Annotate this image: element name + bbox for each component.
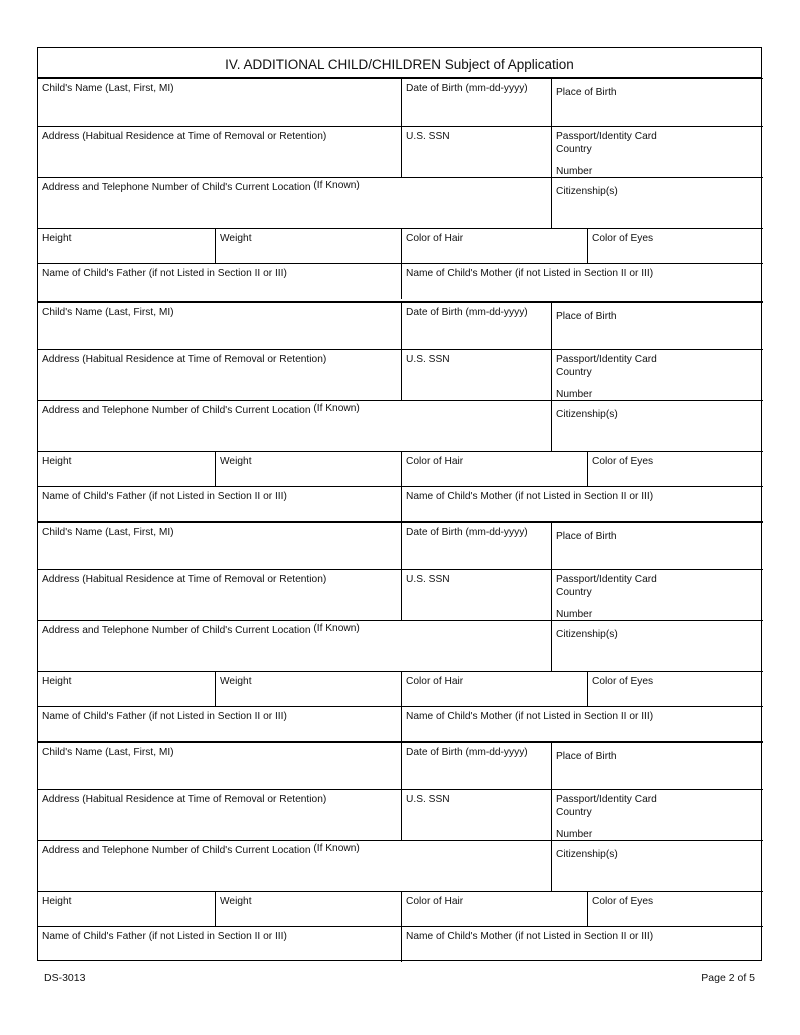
- if-known-label: (If Known): [313, 403, 360, 414]
- weight-label: Weight: [220, 896, 252, 907]
- child-name-label: Child's Name (Last, First, MI): [42, 83, 174, 94]
- citizenship-field[interactable]: [551, 620, 763, 671]
- current-location-field[interactable]: [38, 400, 551, 451]
- passport-label: Passport/Identity Card: [556, 574, 657, 585]
- eye-color-label: Color of Eyes: [592, 233, 654, 244]
- place-of-birth-field[interactable]: [551, 78, 763, 126]
- passport-label: Passport/Identity Card: [556, 131, 657, 142]
- passport-field[interactable]: [551, 569, 763, 620]
- hair-color-label: Color of Hair: [406, 676, 464, 687]
- place-of-birth-field[interactable]: [551, 521, 763, 569]
- hair-color-field[interactable]: [401, 671, 587, 706]
- father-name-field[interactable]: [38, 263, 401, 299]
- address-label: Address (Habitual Residence at Time of Removal or Retention): [42, 354, 327, 365]
- weight-field[interactable]: [215, 671, 401, 706]
- citizenship-label: Citizenship(s): [556, 409, 618, 420]
- weight-field[interactable]: [215, 891, 401, 926]
- hair-color-label: Color of Hair: [406, 233, 464, 244]
- ssn-label: U.S. SSN: [406, 354, 450, 365]
- country-label: Country: [556, 587, 592, 598]
- child-block-2: [38, 78, 761, 299]
- place-of-birth-label: Place of Birth: [556, 311, 617, 322]
- country-label: Country: [556, 144, 592, 155]
- citizenship-field[interactable]: [551, 840, 763, 891]
- height-label: Height: [42, 233, 72, 244]
- section-title: IV. ADDITIONAL CHILD/CHILDREN Subject of Application: [38, 48, 761, 78]
- number-label: Number: [556, 829, 593, 840]
- mother-name-field[interactable]: [401, 926, 763, 962]
- weight-field[interactable]: [215, 228, 401, 263]
- hair-color-label: Color of Hair: [406, 456, 464, 467]
- mother-name-field[interactable]: [401, 706, 763, 742]
- mother-name-label: Name of Child's Mother (if not Listed in Section II or III): [406, 931, 654, 942]
- weight-label: Weight: [220, 676, 252, 687]
- current-location-field[interactable]: [38, 177, 551, 228]
- height-label: Height: [42, 456, 72, 467]
- weight-label: Weight: [220, 233, 252, 244]
- ssn-label: U.S. SSN: [406, 574, 450, 585]
- passport-label: Passport/Identity Card: [556, 354, 657, 365]
- child-name-label: Child's Name (Last, First, MI): [42, 307, 174, 318]
- eye-color-label: Color of Eyes: [592, 676, 654, 687]
- if-known-label: (If Known): [313, 180, 360, 191]
- height-field[interactable]: [38, 891, 215, 926]
- father-name-label: Name of Child's Father (if not Listed in Section II or III): [42, 491, 287, 502]
- ssn-field[interactable]: [401, 569, 551, 620]
- child-name-field[interactable]: [38, 521, 401, 569]
- father-name-label: Name of Child's Father (if not Listed in Section II or III): [42, 268, 287, 279]
- weight-field[interactable]: [215, 451, 401, 486]
- citizenship-label: Citizenship(s): [556, 186, 618, 197]
- citizenship-field[interactable]: [551, 177, 763, 228]
- current-location-label: Address and Telephone Number of Child's Current Location: [42, 182, 311, 193]
- citizenship-label: Citizenship(s): [556, 849, 618, 860]
- mother-name-label: Name of Child's Mother (if not Listed in Section II or III): [406, 491, 654, 502]
- ssn-field[interactable]: [401, 789, 551, 840]
- ssn-label: U.S. SSN: [406, 131, 450, 142]
- date-of-birth-field[interactable]: [401, 301, 551, 349]
- place-of-birth-label: Place of Birth: [556, 531, 617, 542]
- child-name-label: Child's Name (Last, First, MI): [42, 747, 174, 758]
- height-label: Height: [42, 676, 72, 687]
- child-name-field[interactable]: [38, 78, 401, 126]
- father-name-label: Name of Child's Father (if not Listed in Section II or III): [42, 931, 287, 942]
- hair-color-field[interactable]: [401, 891, 587, 926]
- height-field[interactable]: [38, 671, 215, 706]
- ssn-label: U.S. SSN: [406, 794, 450, 805]
- mother-name-label: Name of Child's Mother (if not Listed in Section II or III): [406, 711, 654, 722]
- passport-label: Passport/Identity Card: [556, 794, 657, 805]
- child-name-label: Child's Name (Last, First, MI): [42, 527, 174, 538]
- current-location-field[interactable]: [38, 840, 551, 891]
- date-of-birth-label: Date of Birth (mm-dd-yyyy): [406, 527, 528, 538]
- date-of-birth-label: Date of Birth (mm-dd-yyyy): [406, 83, 528, 94]
- country-label: Country: [556, 807, 592, 818]
- address-label: Address (Habitual Residence at Time of Removal or Retention): [42, 574, 327, 585]
- place-of-birth-field[interactable]: [551, 741, 763, 789]
- page-number: Page 2 of 5: [701, 972, 755, 984]
- child-name-field[interactable]: [38, 301, 401, 349]
- child-block-5: [38, 741, 761, 962]
- father-name-field[interactable]: [38, 926, 401, 962]
- passport-field[interactable]: [551, 349, 763, 400]
- height-field[interactable]: [38, 451, 215, 486]
- child-name-field[interactable]: [38, 741, 401, 789]
- passport-field[interactable]: [551, 126, 763, 177]
- address-field[interactable]: [38, 349, 401, 400]
- current-location-field[interactable]: [38, 620, 551, 671]
- citizenship-field[interactable]: [551, 400, 763, 451]
- height-label: Height: [42, 896, 72, 907]
- address-label: Address (Habitual Residence at Time of Removal or Retention): [42, 131, 327, 142]
- eye-color-field[interactable]: [587, 671, 763, 706]
- number-label: Number: [556, 389, 593, 400]
- citizenship-label: Citizenship(s): [556, 629, 618, 640]
- father-name-label: Name of Child's Father (if not Listed in Section II or III): [42, 711, 287, 722]
- date-of-birth-label: Date of Birth (mm-dd-yyyy): [406, 747, 528, 758]
- address-field[interactable]: [38, 789, 401, 840]
- eye-color-label: Color of Eyes: [592, 456, 654, 467]
- mother-name-label: Name of Child's Mother (if not Listed in Section II or III): [406, 268, 654, 279]
- place-of-birth-field[interactable]: [551, 301, 763, 349]
- address-field[interactable]: [38, 569, 401, 620]
- current-location-label: Address and Telephone Number of Child's Current Location: [42, 405, 311, 416]
- current-location-label: Address and Telephone Number of Child's Current Location: [42, 625, 311, 636]
- mother-name-field[interactable]: [401, 486, 763, 522]
- child-block-3: [38, 301, 761, 522]
- ssn-field[interactable]: [401, 126, 551, 177]
- address-label: Address (Habitual Residence at Time of Removal or Retention): [42, 794, 327, 805]
- if-known-label: (If Known): [313, 843, 360, 854]
- country-label: Country: [556, 367, 592, 378]
- hair-color-label: Color of Hair: [406, 896, 464, 907]
- additional-children-form: [37, 47, 762, 961]
- form-number: DS-3013: [44, 972, 86, 984]
- father-name-field[interactable]: [38, 706, 401, 742]
- height-field[interactable]: [38, 228, 215, 263]
- hair-color-field[interactable]: [401, 451, 587, 486]
- date-of-birth-field[interactable]: [401, 78, 551, 126]
- hair-color-field[interactable]: [401, 228, 587, 263]
- weight-label: Weight: [220, 456, 252, 467]
- eye-color-field[interactable]: [587, 891, 763, 926]
- eye-color-label: Color of Eyes: [592, 896, 654, 907]
- eye-color-field[interactable]: [587, 451, 763, 486]
- if-known-label: (If Known): [313, 623, 360, 634]
- address-field[interactable]: [38, 126, 401, 177]
- place-of-birth-label: Place of Birth: [556, 751, 617, 762]
- place-of-birth-label: Place of Birth: [556, 87, 617, 98]
- date-of-birth-field[interactable]: [401, 741, 551, 789]
- number-label: Number: [556, 166, 593, 177]
- eye-color-field[interactable]: [587, 228, 763, 263]
- date-of-birth-label: Date of Birth (mm-dd-yyyy): [406, 307, 528, 318]
- current-location-label: Address and Telephone Number of Child's Current Location: [42, 845, 311, 856]
- date-of-birth-field[interactable]: [401, 521, 551, 569]
- ssn-field[interactable]: [401, 349, 551, 400]
- number-label: Number: [556, 609, 593, 620]
- passport-field[interactable]: [551, 789, 763, 840]
- mother-name-field[interactable]: [401, 263, 763, 299]
- child-block-4: [38, 521, 761, 742]
- father-name-field[interactable]: [38, 486, 401, 522]
